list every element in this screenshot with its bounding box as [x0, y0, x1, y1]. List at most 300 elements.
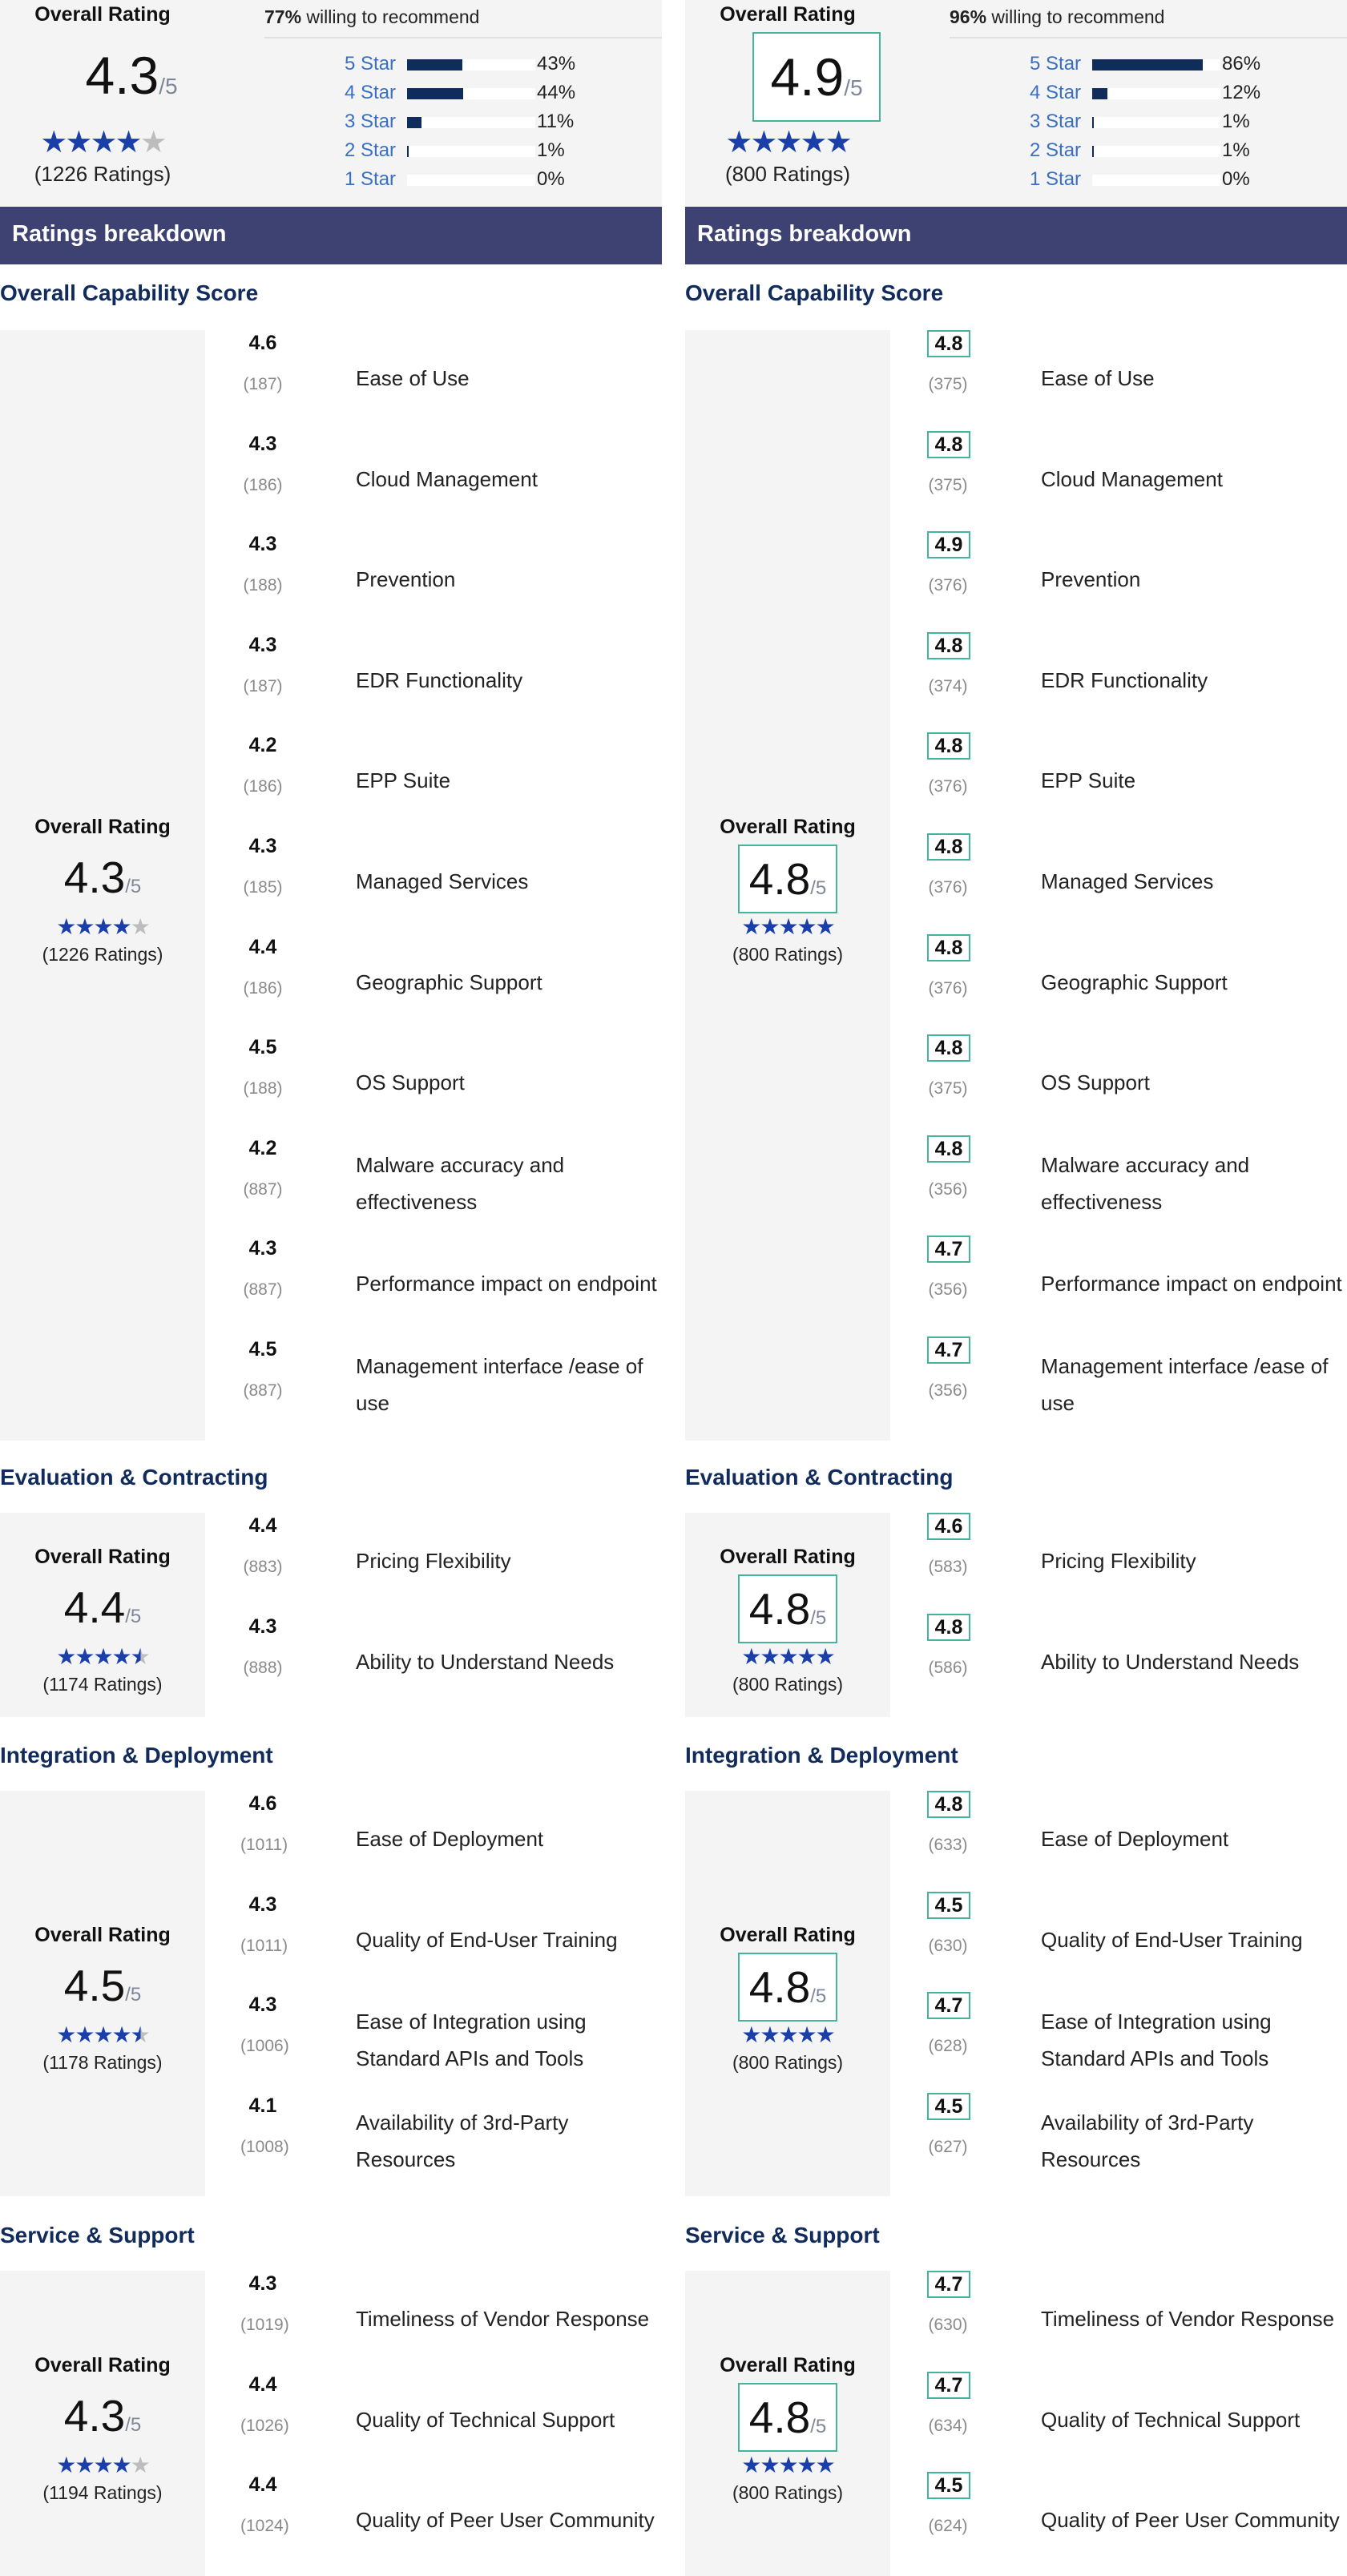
- attribute-score: 4.5: [927, 2093, 970, 2120]
- distribution-percent: 1%: [537, 139, 565, 161]
- attribute-name-text: EDR Functionality: [356, 668, 523, 692]
- attribute-review-count: (1006): [240, 2037, 289, 2055]
- attribute-review-count: (888): [243, 1659, 283, 1677]
- attribute-row: [926, 1513, 1347, 1614]
- attribute-row: [240, 1892, 662, 1993]
- distribution-bar-track: [1092, 146, 1220, 157]
- attribute-row: [926, 732, 1347, 833]
- attribute-score: 4.6: [248, 332, 277, 354]
- overall-score: [67, 45, 196, 117]
- overall-score: [754, 46, 879, 119]
- attribute-name: [356, 1513, 662, 1609]
- section-overall-rating: [685, 2354, 890, 2506]
- star-full-icon: ★: [90, 126, 115, 159]
- section-score-box: [738, 1574, 837, 1643]
- divider: [264, 37, 662, 38]
- attribute-name: [1041, 431, 1347, 527]
- section-score-value: 4.3: [63, 2391, 126, 2441]
- section-overall-rating: [0, 1546, 205, 1698]
- overall-score-max: /5: [844, 75, 863, 100]
- section-overall-rating: [685, 816, 890, 968]
- attribute-score: 4.8: [927, 632, 970, 659]
- star-full-icon: ★: [56, 914, 75, 939]
- attribute-name-text: Ease of Deployment: [1041, 1827, 1229, 1851]
- section-overall-rating: [685, 1546, 890, 1698]
- attribute-row: [926, 2271, 1347, 2372]
- section-star-rating: [685, 2453, 890, 2477]
- distribution-label-link[interactable]: 5 Star: [345, 53, 397, 75]
- star-full-icon: ★: [75, 914, 94, 939]
- distribution-label-link[interactable]: 2 Star: [1030, 139, 1082, 161]
- attribute-name-text: Performance impact on endpoint: [356, 1272, 657, 1296]
- distribution-percent: 1%: [1222, 139, 1250, 161]
- attribute-name-text: Ability to Understand Needs: [1041, 1650, 1300, 1674]
- star-full-icon: ★: [797, 2022, 816, 2047]
- section-score-box: [738, 845, 837, 913]
- distribution-percent: 44%: [537, 82, 576, 103]
- section-score-value: 4.3: [63, 853, 126, 902]
- attribute-review-count: (633): [928, 1836, 968, 1854]
- attribute-row: [926, 833, 1347, 934]
- distribution-label-link[interactable]: 4 Star: [345, 82, 397, 103]
- section-score-box: [738, 1953, 837, 2022]
- attribute-score: 4.8: [927, 833, 970, 861]
- attribute-name: [1041, 2372, 1347, 2468]
- attribute-name: [1041, 1791, 1347, 1887]
- overall-score-box: [752, 32, 881, 122]
- attribute-name: [356, 2093, 662, 2189]
- overall-score-value: 4.3: [85, 46, 159, 105]
- attribute-review-count: (375): [928, 476, 968, 494]
- attribute-score: 4.8: [927, 330, 970, 357]
- star-full-icon: ★: [750, 126, 776, 159]
- section-score: [53, 1961, 152, 2020]
- star-half-icon: ★: [130, 2022, 149, 2047]
- section-score: [740, 854, 836, 913]
- distribution-percent: 11%: [537, 111, 575, 132]
- attribute-name-text: Quality of Technical Support: [1041, 2408, 1301, 2432]
- distribution-bar-fill: [407, 88, 463, 99]
- section-overall-rating-panel: [0, 330, 205, 1441]
- overall-rating-title: Overall Rating: [34, 3, 171, 26]
- star-full-icon: ★: [725, 126, 751, 159]
- attribute-row: [240, 531, 662, 632]
- distribution-percent: 12%: [1222, 82, 1261, 103]
- section-star-rating: [685, 1645, 890, 1669]
- attribute-row: [926, 1236, 1347, 1336]
- section-overall-title: Overall Rating: [720, 1924, 856, 1946]
- attribute-name: [1041, 2472, 1347, 2568]
- attribute-row: [926, 431, 1347, 532]
- attribute-review-count: (586): [928, 1659, 968, 1677]
- attribute-score: 4.4: [248, 2473, 277, 2496]
- star-full-icon: ★: [778, 914, 797, 939]
- attribute-review-count: (883): [243, 1558, 283, 1576]
- section-overall-rating: [0, 816, 205, 968]
- section-score-value: 4.8: [748, 854, 811, 904]
- section-overall-title: Overall Rating: [34, 1924, 171, 1946]
- star-full-icon: ★: [65, 126, 91, 159]
- attribute-name-text: Timeliness of Vendor Response: [1041, 2307, 1335, 2331]
- section-score-value: 4.4: [63, 1582, 126, 1632]
- distribution-bar-track: [407, 146, 535, 157]
- attribute-score: 4.3: [248, 533, 277, 555]
- section-score-box: [53, 2383, 152, 2452]
- star-full-icon: ★: [93, 914, 112, 939]
- section-star-rating: [0, 2453, 205, 2477]
- section-score-box: [53, 1574, 152, 1643]
- section-title: Integration & Deployment: [0, 1743, 273, 1768]
- attribute-score: 4.8: [927, 1034, 970, 1062]
- section-overall-title: Overall Rating: [720, 816, 856, 838]
- attribute-review-count: (887): [243, 1180, 283, 1199]
- attribute-review-count: (627): [928, 2138, 968, 2156]
- recommend-text: [264, 6, 479, 28]
- section-ratings-count: (800 Ratings): [732, 944, 844, 965]
- star-full-icon: ★: [815, 914, 834, 939]
- overall-score-value: 4.9: [770, 47, 845, 107]
- attribute-row: [926, 1892, 1347, 1993]
- attribute-score: 4.5: [248, 1036, 277, 1058]
- attribute-name: [1041, 330, 1347, 426]
- section-score-max: /5: [125, 1984, 142, 2006]
- attribute-score: 4.7: [927, 2271, 970, 2298]
- distribution-bar-track: [407, 175, 535, 186]
- attribute-name-text: Availability of 3rd-Party Resources: [356, 2110, 569, 2171]
- distribution-label-link[interactable]: 2 Star: [345, 139, 397, 161]
- distribution-bar-fill: [407, 117, 421, 128]
- attribute-name: [356, 330, 662, 426]
- recommend-percent: 96%: [950, 6, 987, 27]
- section-score-max: /5: [125, 1606, 142, 1627]
- attribute-name-text: Ease of Integration using Standard APIs and Tools: [1041, 2010, 1272, 2070]
- star-full-icon: ★: [815, 2453, 834, 2477]
- attribute-name-text: Cloud Management: [356, 467, 538, 491]
- attribute-score: 4.3: [248, 1237, 277, 1260]
- attribute-score: 4.5: [927, 2472, 970, 2499]
- attribute-name: [1041, 2093, 1347, 2189]
- star-full-icon: ★: [56, 2453, 75, 2477]
- attribute-row: [240, 1034, 662, 1135]
- distribution-bar-track: [1092, 175, 1220, 186]
- section-score: [740, 2393, 836, 2452]
- attribute-row: [240, 431, 662, 532]
- distribution-label-link[interactable]: 3 Star: [1030, 111, 1082, 132]
- attribute-name: [1041, 1892, 1347, 1988]
- attribute-row: [240, 2093, 662, 2194]
- attribute-score: 4.3: [248, 835, 277, 857]
- attribute-name: [356, 732, 662, 828]
- attribute-review-count: (583): [928, 1558, 968, 1576]
- section-title: Overall Capability Score: [685, 280, 944, 305]
- attribute-name-text: Malware accuracy and effectiveness: [1041, 1153, 1250, 1214]
- attribute-review-count: (188): [243, 1079, 283, 1098]
- section-score-box: [738, 2383, 837, 2452]
- section-score: [740, 1962, 836, 2022]
- section-overall-title: Overall Rating: [720, 2354, 856, 2376]
- section-overall-rating-panel: [685, 330, 890, 1441]
- attribute-name: [356, 1614, 662, 1710]
- attribute-review-count: (628): [928, 2037, 968, 2055]
- attribute-score: 4.7: [927, 1336, 970, 1364]
- star-full-icon: ★: [75, 2453, 94, 2477]
- attribute-review-count: (356): [928, 1180, 968, 1199]
- attribute-score: 4.5: [927, 1892, 970, 1919]
- attribute-name: [1041, 531, 1347, 627]
- attribute-name-text: Pricing Flexibility: [1041, 1549, 1196, 1573]
- star-full-icon: ★: [93, 1644, 112, 1669]
- attribute-row: [926, 632, 1347, 733]
- attribute-name-text: Ability to Understand Needs: [356, 1650, 615, 1674]
- rating-summary: [0, 0, 662, 207]
- attribute-row: [240, 833, 662, 934]
- vendor-column-right: [685, 0, 1347, 2535]
- star-full-icon: ★: [115, 126, 140, 159]
- attribute-review-count: (186): [243, 777, 283, 796]
- attribute-review-count: (187): [243, 375, 283, 393]
- overall-ratings-count: (800 Ratings): [724, 162, 851, 186]
- distribution-percent: 1%: [1222, 111, 1250, 132]
- attribute-row: [240, 1791, 662, 1892]
- attribute-review-count: (1008): [240, 2138, 289, 2156]
- attribute-row: [926, 1791, 1347, 1892]
- attribute-row: [240, 632, 662, 733]
- star-full-icon: ★: [778, 1644, 797, 1669]
- overall-star-rating: [0, 127, 205, 159]
- star-full-icon: ★: [800, 126, 825, 159]
- attribute-name: [356, 1892, 662, 1988]
- attribute-row: [240, 330, 662, 431]
- section-score-value: 4.8: [748, 2393, 811, 2442]
- section-overall-rating-panel: [0, 1513, 205, 1717]
- attribute-score: 4.3: [248, 2272, 277, 2295]
- section-overall-rating: [0, 2354, 205, 2506]
- section-overall-rating-panel: [685, 1791, 890, 2196]
- attribute-name: [356, 431, 662, 527]
- distribution-label-link[interactable]: 4 Star: [1030, 82, 1082, 103]
- attribute-review-count: (1024): [240, 2517, 289, 2535]
- attribute-name-text: Management interface /ease of use: [1041, 1354, 1329, 1415]
- section-star-rating: [0, 2023, 205, 2047]
- attribute-name-text: Prevention: [1041, 567, 1141, 591]
- distribution-label-link[interactable]: 1 Star: [345, 168, 397, 190]
- attribute-name-text: Prevention: [356, 567, 456, 591]
- attribute-name: [1041, 1034, 1347, 1131]
- attribute-review-count: (1011): [240, 1836, 288, 1854]
- section-score-box: [53, 1953, 152, 2022]
- attribute-review-count: (376): [928, 576, 968, 595]
- attribute-score: 4.2: [248, 1137, 277, 1159]
- section-ratings-count: (1174 Ratings): [42, 1674, 163, 1695]
- attribute-row: [240, 732, 662, 833]
- star-full-icon: ★: [93, 2022, 112, 2047]
- attribute-name: [1041, 1336, 1347, 1433]
- attribute-name-text: Performance impact on endpoint: [1041, 1272, 1342, 1296]
- attribute-row: [240, 1336, 662, 1437]
- section-score-max: /5: [810, 877, 827, 899]
- star-empty-icon: ★: [139, 126, 165, 159]
- attribute-score: 4.8: [927, 732, 970, 760]
- attribute-row: [926, 531, 1347, 632]
- attribute-name: [1041, 732, 1347, 828]
- star-empty-icon: ★: [130, 914, 149, 939]
- section-star-rating: [685, 915, 890, 939]
- attribute-row: [926, 2093, 1347, 2194]
- star-full-icon: ★: [760, 1644, 779, 1669]
- section-title: Overall Capability Score: [0, 280, 259, 305]
- recommend-percent: 77%: [264, 6, 302, 27]
- attribute-score: 4.6: [248, 1792, 277, 1815]
- attribute-row: [926, 2472, 1347, 2573]
- attribute-name: [1041, 632, 1347, 728]
- section-ratings-count: (800 Ratings): [732, 1674, 844, 1695]
- section-score: [740, 1584, 836, 1643]
- recommend-label: willing to recommend: [301, 6, 480, 27]
- star-full-icon: ★: [797, 914, 816, 939]
- attribute-name-text: Quality of End-User Training: [1041, 1928, 1303, 1952]
- attribute-score: 4.3: [248, 1893, 277, 1916]
- attribute-name: [1041, 934, 1347, 1030]
- distribution-label-link[interactable]: 5 Star: [1030, 53, 1082, 75]
- attribute-name: [356, 2372, 662, 2468]
- attribute-score: 4.4: [248, 1514, 277, 1537]
- attribute-name-text: Geographic Support: [1041, 970, 1228, 994]
- attribute-row: [240, 2472, 662, 2573]
- attribute-name: [1041, 1992, 1347, 2088]
- attribute-name: [1041, 833, 1347, 929]
- attribute-review-count: (374): [928, 677, 968, 695]
- distribution-label-link[interactable]: 1 Star: [1030, 168, 1082, 190]
- attribute-name: [1041, 2271, 1347, 2367]
- star-full-icon: ★: [760, 2022, 779, 2047]
- star-empty-icon: ★: [130, 2453, 149, 2477]
- attribute-review-count: (375): [928, 375, 968, 393]
- distribution-bar-track: [407, 59, 535, 71]
- section-star-rating: [0, 915, 205, 939]
- star-full-icon: ★: [75, 2022, 94, 2047]
- section-title: Evaluation & Contracting: [0, 1465, 268, 1490]
- attribute-name: [356, 2271, 662, 2367]
- section-overall-rating-panel: [685, 1513, 890, 1717]
- attribute-name: [356, 632, 662, 728]
- attribute-review-count: (887): [243, 1280, 283, 1299]
- attribute-review-count: (1019): [240, 2316, 289, 2334]
- attribute-name-text: EPP Suite: [1041, 768, 1136, 792]
- attribute-name-text: Quality of End-User Training: [356, 1928, 618, 1952]
- attribute-name-text: Managed Services: [1041, 869, 1214, 893]
- attribute-row: [240, 1513, 662, 1614]
- attribute-name: [356, 1992, 662, 2088]
- attribute-review-count: (630): [928, 1937, 968, 1955]
- vendor-column-left: [0, 0, 662, 2535]
- attribute-review-count: (186): [243, 476, 283, 494]
- section-overall-rating-panel: [0, 2271, 205, 2576]
- attribute-name-text: Pricing Flexibility: [356, 1549, 511, 1573]
- distribution-bar-fill: [407, 146, 409, 157]
- attribute-name: [356, 1034, 662, 1131]
- section-ratings-count: (800 Ratings): [732, 2052, 844, 2073]
- attribute-name-text: Quality of Technical Support: [356, 2408, 615, 2432]
- attribute-review-count: (375): [928, 1079, 968, 1098]
- distribution-percent: 0%: [1222, 168, 1250, 190]
- attribute-score: 4.5: [248, 1338, 277, 1361]
- attribute-review-count: (630): [928, 2316, 968, 2334]
- distribution-bar-fill: [407, 59, 462, 71]
- attribute-name-text: EPP Suite: [356, 768, 451, 792]
- star-full-icon: ★: [760, 914, 779, 939]
- ratings-breakdown-header: Ratings breakdown: [0, 207, 662, 264]
- star-full-icon: ★: [741, 1644, 760, 1669]
- distribution-bar-track: [407, 88, 535, 99]
- section-title: Service & Support: [0, 2223, 195, 2247]
- star-full-icon: ★: [825, 126, 850, 159]
- divider: [950, 37, 1347, 38]
- attribute-score: 4.6: [927, 1513, 970, 1540]
- section-overall-title: Overall Rating: [720, 1546, 856, 1568]
- attribute-name-text: Ease of Use: [356, 366, 470, 390]
- section-star-rating: [0, 1645, 205, 1669]
- attribute-name-text: Ease of Deployment: [356, 1827, 544, 1851]
- attribute-name: [356, 2472, 662, 2568]
- recommend-label: willing to recommend: [986, 6, 1165, 27]
- star-full-icon: ★: [741, 2022, 760, 2047]
- star-full-icon: ★: [815, 1644, 834, 1669]
- attribute-review-count: (186): [243, 979, 283, 998]
- attribute-score: 4.8: [927, 934, 970, 961]
- attribute-name: [356, 1135, 662, 1232]
- section-ratings-count: (800 Ratings): [732, 2482, 844, 2503]
- star-full-icon: ★: [775, 126, 801, 159]
- attribute-name-text: Timeliness of Vendor Response: [356, 2307, 650, 2331]
- attribute-row: [240, 1236, 662, 1336]
- distribution-label-link[interactable]: 3 Star: [345, 111, 397, 132]
- attribute-row: [240, 1614, 662, 1715]
- attribute-score: 4.9: [927, 531, 970, 558]
- section-star-rating: [685, 2023, 890, 2047]
- attribute-name-text: OS Support: [1041, 1070, 1150, 1094]
- attribute-name: [356, 833, 662, 929]
- attribute-score: 4.8: [927, 1135, 970, 1163]
- section-score-value: 4.8: [748, 1584, 811, 1634]
- section-overall-title: Overall Rating: [34, 816, 171, 838]
- section-score-max: /5: [810, 1607, 827, 1629]
- ratings-breakdown-header: Ratings breakdown: [685, 207, 1347, 264]
- attribute-name: [1041, 1513, 1347, 1609]
- star-full-icon: ★: [40, 126, 66, 159]
- attribute-name: [356, 1236, 662, 1332]
- distribution-percent: 43%: [537, 53, 576, 75]
- overall-star-rating: [685, 127, 890, 159]
- section-overall-rating: [0, 1924, 205, 2076]
- distribution-bar-track: [407, 117, 535, 128]
- overall-ratings-count: (1226 Ratings): [34, 162, 171, 186]
- attribute-score: 4.3: [248, 1615, 277, 1638]
- section-ratings-count: (1178 Ratings): [42, 2052, 163, 2073]
- overall-rating-card: [685, 0, 890, 207]
- attribute-review-count: (376): [928, 979, 968, 998]
- distribution-bar-track: [1092, 88, 1220, 99]
- section-overall-title: Overall Rating: [34, 1546, 171, 1568]
- distribution-percent: 0%: [537, 168, 565, 190]
- distribution-bar-fill: [1092, 117, 1094, 128]
- attribute-score: 4.3: [248, 1993, 277, 2016]
- attribute-score: 4.1: [248, 2094, 277, 2117]
- star-full-icon: ★: [56, 1644, 75, 1669]
- star-full-icon: ★: [56, 2022, 75, 2047]
- star-full-icon: ★: [111, 1644, 131, 1669]
- attribute-name-text: Geographic Support: [356, 970, 542, 994]
- star-full-icon: ★: [760, 2453, 779, 2477]
